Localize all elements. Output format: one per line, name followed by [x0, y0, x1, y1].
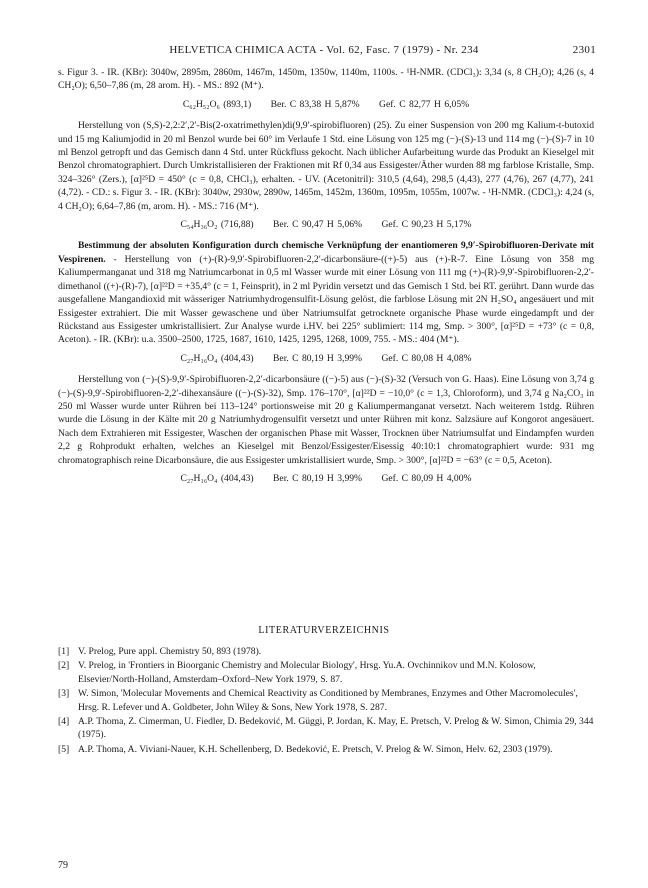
found: Gef. C 82,77 H 6,05% — [379, 98, 470, 110]
reference-item — [58, 645, 594, 658]
elemental-analysis-2 — [58, 218, 594, 231]
paragraph-text: - Herstellung von (+)-(R)-9,9′-Spirobifluoren-2,2′-dicarbonsäure-((+)-5) aus (+)-R-7. Eine Lösung von 358 mg Kaliumpermanganat und 318 mg Natriumcarbonat in 0,5 ml Wasser wurde mit einer Lösung von 111 mg (+)-(R)-9,9′-Spirobifluoren-2,2′-dimethanol ((+)-(R)-7), [α]²²D = +35,4° (c = 1, Feinsprit), in 2 ml Pyridin versetzt und das Gemisch 1 Std. bei RT. gerührt. Dann wurde das ausgefallene Mangandioxid mit wässeriger Natriumhydrogensulfit-Lösung gelöst, die farblose Lösung mit 2N H₂SO₄ angesäuert und mit Essigester extrahiert. Die mit Wasser gewaschene und über Natriumsulfat getrocknete organische Phase wurde eingedampft und der Rückstand aus Essigester umkristallisiert. Zur Analyse wurde i.HV. bei 225° sublimiert: 114 mg, Smp. > 300°, [α]²⁵D = +73° (c = 0,8, Aceton). - IR. (KBr): u.a. 3500–2500, 1725, 1687, 1610, 1425, 1295, 1268, 1009, 755. - MS.: 404 (M⁺). — [58, 253, 594, 346]
elemental-analysis-1 — [58, 98, 594, 111]
paragraph-preparation-5: Herstellung von (−)-(S)-9,9′-Spirobifluoren-2,2′-dicarbonsäure ((−)-5) aus (−)-(S)-32 (Versuch von G. Haas). Eine Lösung von 3,74 g (−)-(S)-9,9′-Spirobifluoren-2,2′-dihexansäure ((−)-(S)-32), Smp. 176–170°, [α]²²D = −10,0° (c = 1,3, Chloroform), und 3,74 g Na₂CO₃ in 250 ml Wasser wurde unter Rühren bei 113–124° portionsweise mit 20 g Kaliumpermanganat versetzt. Nach weiterem 1stdg. Rühren wurde die Lösung in der Kälte mit 20 g Natriumhydrogensulfit versetzt und unter Rühren mit konz. Salzsäure auf Kongorot angesäuert. Nach dem Extrahieren mit Essigester, Waschen der organischen Phase mit Wasser, Trocknen über Natriumsulfat und Eindampfen wurden 2,2 g Rohprodukt erhalten, welches an Kieselgel mit Benzol/Essigester/Eisessig 40:10:1 chromatographiert wurde: 931 mg chromatographisch reine Dicarbonsäure, die aus Essigester umkristallisiert wurde, Smp. > 300°, [α]²²D = −63° (c = 0,5, Aceton). — [58, 374, 594, 466]
reference-number: [4] — [58, 716, 70, 728]
formula: C₂₇H₁₆O₄ (404,43) — [180, 352, 254, 364]
page-number: 2301 — [572, 44, 596, 56]
paragraph-spectra: s. Figur 3. - IR. (KBr): 3040w, 2895m, 2860m, 1467m, 1450m, 1350w, 1140m, 1100s. - ¹H-NMR. (CDCl₃): 3,34 (s, 8 CH₂O); 4,26 (s, 4 CH₂O); 6,50–7,86 (m, 28 arom. H). - MS.: 892 (M⁺). — [58, 67, 594, 92]
found: Gef. C 80,09 H 4,00% — [381, 472, 472, 484]
reference-text: A.P. Thoma, A. Viviani-Nauer, K.H. Schellenberg, D. Bedeković, E. Pretsch, V. Prelog & W. Simon, Helv. 62, 2303 (1979). — [78, 743, 553, 755]
calculated: Ber. C 83,38 H 5,87% — [270, 98, 360, 110]
footer-number: 79 — [58, 860, 68, 871]
reference-item — [58, 715, 594, 742]
elemental-analysis-3 — [58, 352, 594, 365]
reference-item — [58, 743, 594, 756]
article-body — [58, 66, 594, 493]
calculated: Ber. C 90,47 H 5,06% — [273, 219, 363, 231]
reference-item — [58, 687, 594, 714]
section-heading: Bestimmung der absoluten Konfiguration durch chemische Verknüpfung der enantiomeren 9,9′-Spirobifluoren-Derivate mit Vespirenen. — [58, 240, 594, 265]
reference-text: A.P. Thoma, Z. Cimerman, U. Fiedler, D. Bedeković, M. Güggi, P. Jordan, K. May, E. Pretsch, V. Prelog & W. Simon, Chimia 29, 344 (1975). — [78, 716, 594, 741]
elemental-analysis-4 — [58, 472, 594, 485]
calculated: Ber. C 80,19 H 3,99% — [273, 472, 363, 484]
reference-number: [2] — [58, 660, 70, 672]
calculated: Ber. C 80,19 H 3,99% — [273, 352, 363, 364]
references-list — [58, 645, 594, 757]
journal-title: HELVETICA CHIMICA ACTA - Vol. 62, Fasc. 7 (1979) - Nr. 234 — [169, 44, 479, 56]
formula: C₆₂H₅₂O₆ (893,1) — [182, 98, 252, 110]
reference-number: [5] — [58, 743, 70, 755]
reference-text: V. Prelog, Pure appl. Chemistry 50, 893 (1978). — [78, 646, 262, 657]
paragraph-preparation-25: Herstellung von (S,S)-2,2:2′,2′-Bis(2-oxatrimethylen)di(9,9′-spirobifluoren) (25). Zu einer Suspension von 200 mg Kalium-t-butoxid und 15 mg Kaliumjodid in 20 ml Benzol wurde bei 60° im Verlaufe 1 Std. eine Lösung von 125 mg (−)-(S)-13 und 114 mg (−)-(S)-7 in 10 ml Benzol getropft und das Gemisch dann 4 Std. unter Rückfluss gekocht. Nach üblicher Aufarbeitung wurde das Produkt an Kieselgel mit Benzol chromatographiert. Durch Umkristallisieren der Fraktionen mit Rf 0,34 aus Essigester/Äther wurden 88 mg farblose Kristalle, Smp. 324–326° (Zers.), [α]²⁵D = 450° (c = 0,8, CHCl₃), erhalten. - UV. (Acetonitril): 310,5 (4,64), 298,5 (4,43), 277 (4,76), 267 (4,77), 241 (4,72). - CD.: s. Figur 3. - IR. (KBr): 3040w, 2930w, 2890w, 1465m, 1452m, 1360m, 1095m, 1055m, 1007w. - ¹H-NMR. (CDCl₃): 4,24 (s, 4 CH₂O); 6,64–7,86 (m, arom. H). - MS.: 716 (M⁺). — [58, 120, 594, 212]
formula: C₅₄H₃₆O₂ (716,88) — [180, 219, 254, 231]
found: Gef. C 90,23 H 5,17% — [381, 219, 472, 231]
reference-text: W. Simon, 'Molecular Movements and Chemical Reactivity as Conditioned by Membranes, Enzymes and Other Macromolecules', Hrsg. R. Lefever und A. Goldbeter, John Wiley & Sons, New York 1978, S. 287. — [78, 688, 578, 713]
found: Gef. C 80,08 H 4,08% — [381, 352, 472, 364]
reference-number: [1] — [58, 646, 70, 657]
reference-number: [3] — [58, 688, 70, 700]
formula: C₂₇H₁₆O₄ (404,43) — [180, 472, 254, 484]
references-heading: LITERATURVERZEICHNIS — [258, 625, 390, 636]
paragraph-configuration — [58, 239, 594, 346]
reference-text: V. Prelog, in 'Frontiers in Bioorganic Chemistry and Molecular Biology', Hrsg. Yu.A. Ovchinnikov und M.N. Kolosow, Elsevier/North-Holland, Amsterdam–Oxford–New York 1979, S. 87. — [78, 660, 536, 685]
reference-item — [58, 659, 594, 686]
